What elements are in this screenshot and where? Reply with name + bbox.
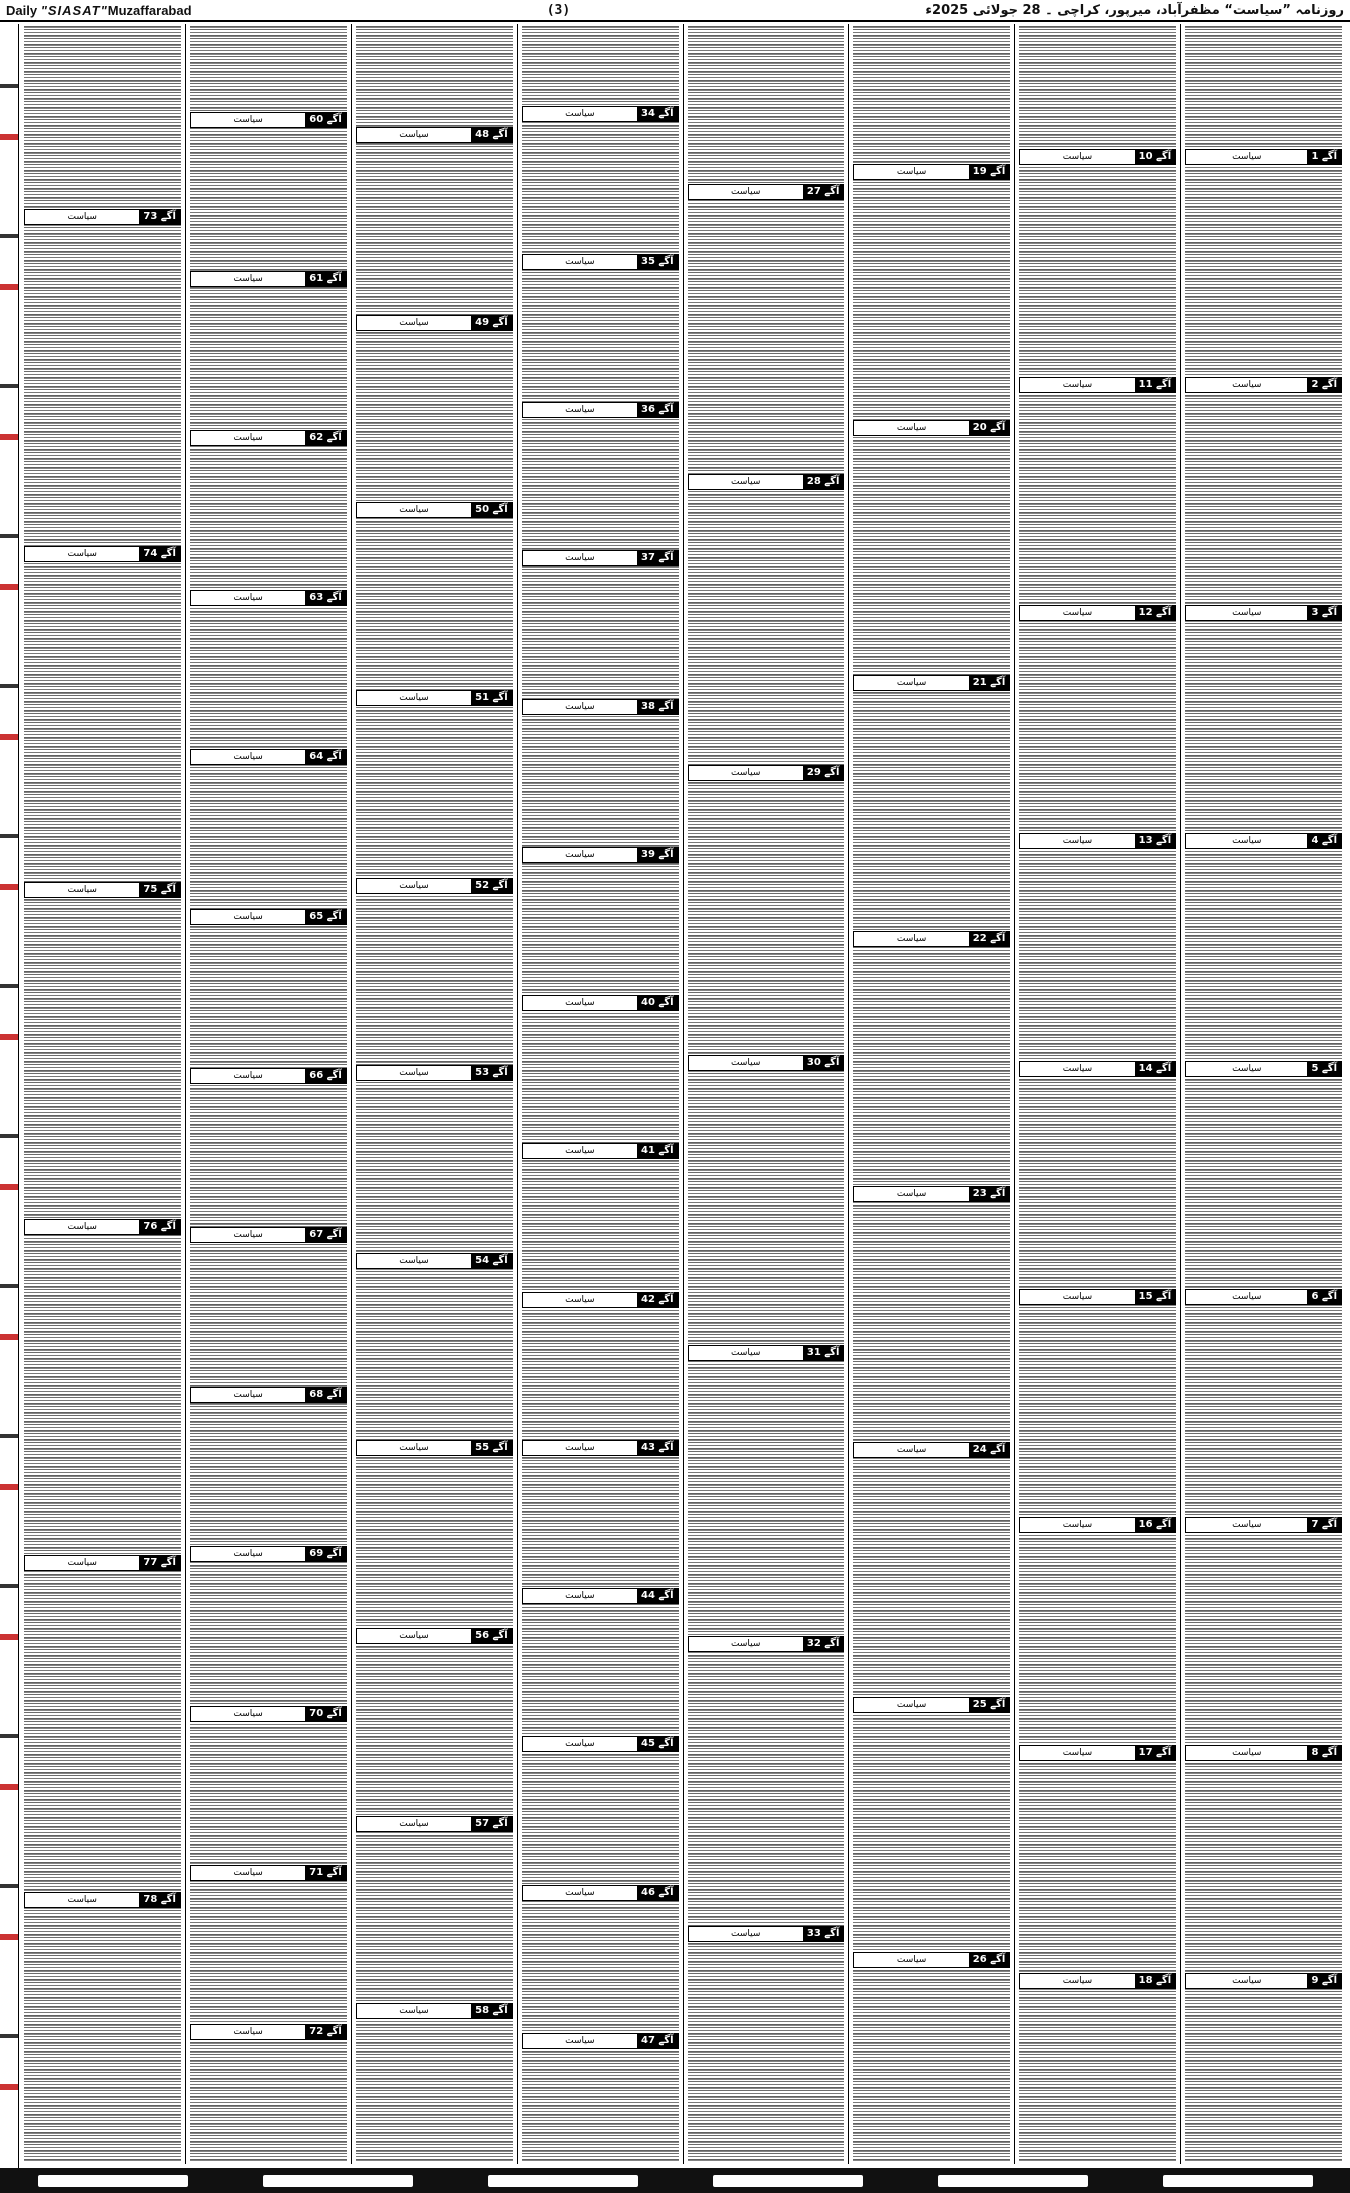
column-5 [517,24,683,2164]
section-number-label: آگے 21 [969,676,1010,690]
left-decorative-border [0,24,19,2169]
section-number-label: آگے 78 [139,1893,180,1907]
section-header [1019,377,1176,393]
section-number-label: آگے 30 [803,1056,844,1070]
section-header [522,1143,679,1159]
section-ornament: سیاست [730,1929,761,1939]
section-header [24,546,181,562]
section-header [522,106,679,122]
section-ornament: سیاست [233,115,263,125]
section-ornament: سیاست [565,702,595,712]
section-number-label: آگے 5 [1307,1062,1341,1076]
section-header [24,1555,181,1571]
section-header [1019,1745,1176,1761]
section-ornament: سیاست [399,1068,429,1078]
section-number-label: آگے 46 [637,1886,678,1900]
section-number-label: آگے 67 [305,1228,346,1242]
footer-ornament [1163,2175,1313,2187]
section-number-label: آگے 27 [803,185,844,199]
section-number-label: آگے 25 [969,1698,1010,1712]
section-ornament: سیاست [67,1558,97,1568]
section-number-label: آگے 17 [1135,1746,1176,1760]
footer-ornament [938,2175,1088,2187]
section-ornament: سیاست [1062,836,1093,846]
section-ornament: سیاست [1232,1064,1262,1074]
section-header [1185,1289,1342,1305]
section-header [688,1055,845,1071]
section-header [1185,833,1342,849]
section-ornament: سیاست [233,2027,263,2037]
section-header [356,1628,513,1644]
section-number-label: آگے 64 [305,750,346,764]
section-number-label: آگے 15 [1135,1290,1176,1304]
section-header [688,184,845,200]
section-ornament: سیاست [565,405,595,415]
section-header [1019,1061,1176,1077]
section-header [688,765,845,781]
section-number-label: آگے 45 [637,1737,678,1751]
section-ornament: سیاست [730,187,761,197]
section-number-label: آگے 42 [637,1293,678,1307]
section-header [522,1440,679,1456]
section-header [356,502,513,518]
section-header [190,749,347,765]
masthead-prefix: Daily [6,2,38,18]
section-header [190,1387,347,1403]
section-header [853,1952,1010,1968]
section-ornament: سیاست [1232,1292,1262,1302]
section-header [24,1892,181,1908]
section-ornament: سیاست [1062,380,1093,390]
section-number-label: آگے 47 [637,2034,678,2048]
section-number-label: آگے 20 [969,421,1010,435]
section-ornament: سیاست [233,912,263,922]
section-number-label: آگے 58 [471,2004,512,2018]
section-ornament: سیاست [730,1348,761,1358]
section-header [190,1865,347,1881]
section-ornament: سیاست [730,1639,761,1649]
section-number-label: آگے 53 [471,1066,512,1080]
page-number: (3) [546,2,571,18]
section-header [522,995,679,1011]
section-number-label: آگے 32 [803,1637,844,1651]
section-header [688,1345,845,1361]
section-ornament: سیاست [233,1868,263,1878]
section-header [190,1706,347,1722]
section-ornament: سیاست [399,505,429,515]
section-header [522,2033,679,2049]
section-number-label: آگے 49 [471,316,512,330]
section-ornament: سیاست [233,1230,263,1240]
section-number-label: آگے 37 [637,551,678,565]
section-ornament: سیاست [565,2036,595,2046]
section-number-label: آگے 52 [471,879,512,893]
section-number-label: آگے 36 [637,403,678,417]
section-header [356,315,513,331]
section-header [853,1697,1010,1713]
article-text-block [1185,26,1342,2162]
section-ornament: سیاست [896,678,927,688]
section-header [356,1440,513,1456]
section-number-label: آگے 28 [803,475,844,489]
section-header [190,1227,347,1243]
section-number-label: آگے 29 [803,766,844,780]
section-number-label: آگے 56 [471,1629,512,1643]
section-number-label: آگے 62 [305,431,346,445]
section-number-label: آگے 76 [139,1220,180,1234]
section-ornament: سیاست [565,257,595,267]
section-ornament: سیاست [1232,836,1262,846]
section-number-label: آگے 71 [305,1866,346,1880]
section-number-label: آگے 23 [969,1187,1010,1201]
section-number-label: آگے 65 [305,910,346,924]
column-7 [185,24,351,2164]
article-text-block [1019,26,1176,2162]
section-ornament: سیاست [1062,152,1093,162]
section-number-label: آگے 63 [305,591,346,605]
column-8 [20,24,185,2164]
section-ornament: سیاست [67,885,97,895]
section-ornament: سیاست [565,998,595,1008]
section-ornament: سیاست [565,109,595,119]
section-ornament: سیاست [67,212,97,222]
section-ornament: سیاست [1062,1520,1093,1530]
article-text-block [688,26,845,2162]
section-number-label: آگے 12 [1135,606,1176,620]
section-header [522,402,679,418]
footer-ornament [263,2175,413,2187]
section-ornament: سیاست [565,850,595,860]
section-ornament: سیاست [1232,1748,1262,1758]
footer-strip [0,2168,1350,2193]
section-header [853,1442,1010,1458]
section-number-label: آگے 50 [471,503,512,517]
section-number-label: آگے 35 [637,255,678,269]
section-number-label: آگے 73 [139,210,180,224]
section-number-label: آگے 57 [471,1817,512,1831]
section-header [1185,1061,1342,1077]
article-text-block [522,26,679,2162]
section-number-label: آگے 7 [1307,1518,1341,1532]
section-header [853,420,1010,436]
section-header [853,675,1010,691]
section-ornament: سیاست [233,1709,263,1719]
section-header [522,1885,679,1901]
section-ornament: سیاست [1062,1976,1093,1986]
section-ornament: سیاست [896,1955,927,1965]
section-header [190,271,347,287]
section-number-label: آگے 41 [637,1144,678,1158]
section-number-label: آگے 54 [471,1254,512,1268]
news-columns [20,24,1346,2164]
section-ornament: سیاست [1232,152,1262,162]
section-header [522,1588,679,1604]
section-number-label: آگے 39 [637,848,678,862]
masthead-date-line: روزنامہ ”سیاست“ مظفرآباد، میرپور، کراچی ۔ 28 جولائی 2025ء [925,2,1344,18]
section-ornament: سیاست [399,2006,429,2016]
section-header [522,1292,679,1308]
section-header [190,2024,347,2040]
section-ornament: سیاست [896,1445,927,1455]
section-number-label: آگے 26 [969,1953,1010,1967]
section-ornament: سیاست [1062,1292,1093,1302]
section-ornament: سیاست [1062,608,1093,618]
section-ornament: سیاست [399,1819,429,1829]
section-header [1185,377,1342,393]
section-ornament: سیاست [1232,1976,1262,1986]
section-number-label: آگے 55 [471,1441,512,1455]
section-ornament: سیاست [565,1591,595,1601]
section-ornament: سیاست [1232,380,1262,390]
section-number-label: آگے 13 [1135,834,1176,848]
section-number-label: آگے 6 [1307,1290,1341,1304]
masthead-city: Muzaffarabad [107,2,192,18]
section-header [190,112,347,128]
section-ornament: سیاست [233,1549,263,1559]
section-ornament: سیاست [565,1295,595,1305]
section-number-label: آگے 34 [637,107,678,121]
section-number-label: آگے 22 [969,932,1010,946]
section-header [190,1546,347,1562]
section-header [1185,1745,1342,1761]
section-number-label: آگے 14 [1135,1062,1176,1076]
section-header [190,430,347,446]
section-header [1185,605,1342,621]
section-number-label: آگے 9 [1307,1974,1341,1988]
section-number-label: آگے 38 [637,700,678,714]
section-header [1019,1517,1176,1533]
footer-ornament [713,2175,863,2187]
section-ornament: سیاست [399,130,429,140]
section-number-label: آگے 24 [969,1443,1010,1457]
section-header [190,909,347,925]
section-number-label: آگے 61 [305,272,346,286]
section-number-label: آگے 16 [1135,1518,1176,1532]
section-header [190,590,347,606]
section-header [1185,1517,1342,1533]
section-header [688,474,845,490]
section-number-label: آگے 72 [305,2025,346,2039]
section-ornament: سیاست [565,1739,595,1749]
section-number-label: آگے 2 [1307,378,1341,392]
column-1 [1180,24,1346,2164]
section-header [688,1926,845,1942]
section-header [24,882,181,898]
section-ornament: سیاست [399,693,429,703]
column-3 [848,24,1014,2164]
section-ornament: سیاست [1232,1520,1262,1530]
section-header [522,550,679,566]
section-number-label: آگے 10 [1135,150,1176,164]
section-ornament: سیاست [896,934,927,944]
section-ornament: سیاست [399,1631,429,1641]
section-number-label: آگے 74 [139,547,180,561]
section-header [853,164,1010,180]
section-number-label: آگے 4 [1307,834,1341,848]
section-ornament: سیاست [565,1443,595,1453]
section-header [356,127,513,143]
article-text-block [853,26,1010,2162]
section-ornament: سیاست [233,433,263,443]
section-number-label: آگے 77 [139,1556,180,1570]
section-ornament: سیاست [233,593,263,603]
section-header [24,1219,181,1235]
section-header [1019,1289,1176,1305]
section-number-label: آگے 51 [471,691,512,705]
section-ornament: سیاست [1232,608,1262,618]
section-ornament: سیاست [399,1443,429,1453]
section-header [1019,605,1176,621]
footer-ornament [488,2175,638,2187]
section-number-label: آگے 68 [305,1388,346,1402]
article-text-block [356,26,513,2162]
article-text-block [24,26,181,2162]
article-text-block [190,26,347,2162]
section-ornament: سیاست [399,881,429,891]
section-ornament: سیاست [896,1700,927,1710]
section-header [522,254,679,270]
section-ornament: سیاست [565,1888,595,1898]
section-header [522,699,679,715]
section-number-label: آگے 40 [637,996,678,1010]
section-header [853,1186,1010,1202]
section-header [1019,149,1176,165]
section-ornament: سیاست [67,549,97,559]
column-6 [351,24,517,2164]
section-ornament: سیاست [1062,1064,1093,1074]
section-ornament: سیاست [565,553,595,563]
section-header [688,1636,845,1652]
section-header [522,847,679,863]
section-header [356,878,513,894]
section-header [1019,1973,1176,1989]
section-number-label: آگے 75 [139,883,180,897]
section-number-label: آگے 18 [1135,1974,1176,1988]
section-ornament: سیاست [233,752,263,762]
section-header [356,2003,513,2019]
section-ornament: سیاست [896,167,927,177]
masthead-brand [6,3,192,18]
section-ornament: سیاست [233,1390,263,1400]
section-number-label: آگے 48 [471,128,512,142]
section-ornament: سیاست [730,1058,761,1068]
section-ornament: سیاست [67,1895,97,1905]
section-number-label: آگے 70 [305,1707,346,1721]
section-number-label: آگے 1 [1307,150,1341,164]
section-header [1185,1973,1342,1989]
masthead [0,0,1350,22]
section-number-label: آگے 60 [305,113,346,127]
section-number-label: آگے 69 [305,1547,346,1561]
section-number-label: آگے 43 [637,1441,678,1455]
section-header [1185,149,1342,165]
section-ornament: سیاست [896,1189,927,1199]
footer-ornament [38,2175,188,2187]
section-header [190,1068,347,1084]
section-ornament: سیاست [233,274,263,284]
section-header [24,209,181,225]
section-number-label: آگے 33 [803,1927,844,1941]
column-2 [1014,24,1180,2164]
section-ornament: سیاست [565,1146,595,1156]
section-ornament: سیاست [233,1071,263,1081]
section-header [356,690,513,706]
section-ornament: سیاست [1062,1748,1093,1758]
section-header [522,1736,679,1752]
section-header [1019,833,1176,849]
section-number-label: آگے 19 [969,165,1010,179]
section-number-label: آگے 31 [803,1346,844,1360]
section-header [356,1253,513,1269]
section-ornament: سیاست [730,477,761,487]
section-ornament: سیاست [67,1222,97,1232]
masthead-brand-name: "SIASAT" [40,2,108,18]
section-ornament: سیاست [399,1256,429,1266]
section-ornament: سیاست [896,423,927,433]
column-4 [683,24,849,2164]
section-number-label: آگے 66 [305,1069,346,1083]
section-number-label: آگے 44 [637,1589,678,1603]
section-number-label: آگے 3 [1307,606,1341,620]
section-header [356,1816,513,1832]
section-header [853,931,1010,947]
section-header [356,1065,513,1081]
section-number-label: آگے 8 [1307,1746,1341,1760]
section-number-label: آگے 11 [1135,378,1176,392]
section-ornament: سیاست [399,318,429,328]
section-ornament: سیاست [730,768,761,778]
